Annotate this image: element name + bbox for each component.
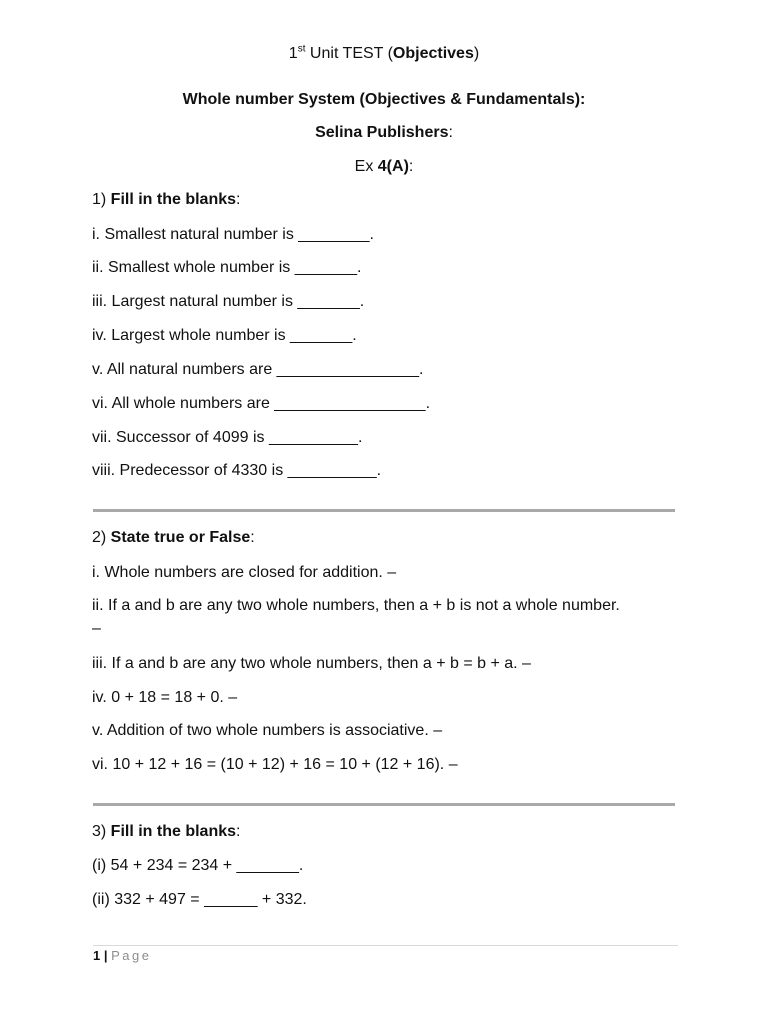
title-superscript: st [297,43,306,55]
section-divider [93,803,675,806]
section2-item: iv. 0 + 18 = 18 + 0. – [92,689,238,706]
section3-item: (i) 54 + 234 = 234 + _______. [92,857,304,874]
page-title: 1st Unit TEST (Objectives) [288,43,480,62]
section2-item: vi. 10 + 12 + 16 = (10 + 12) + 16 = 10 + (12 + 16). – [92,756,458,773]
section2-item: ii. If a and b are any two whole numbers, then a + b is not a whole number. [92,597,620,614]
section1-item: viii. Predecessor of 4330 is __________. [92,462,382,479]
section2-item-continuation: – [92,620,101,637]
section3-item: (ii) 332 + 497 = ______ + 332. [92,891,307,908]
section1-item: iv. Largest whole number is _______. [92,327,357,344]
section2-item: i. Whole numbers are closed for addition. – [92,564,397,581]
document-subtitle: Whole number System (Objectives & Fundamentals): [182,91,586,108]
exercise-label: Ex 4(A): [354,158,414,175]
section1-item: v. All natural numbers are ________________. [92,361,424,378]
footer-divider [93,945,678,946]
section1-item: vi. All whole numbers are _________________. [92,395,431,412]
page-footer: 1 | Page [93,948,152,963]
section1-heading: 1) Fill in the blanks: [92,191,241,208]
page-number: 1 [93,948,101,963]
section2-heading: 2) State true or False: [92,529,255,546]
publisher-line: Selina Publishers: [315,124,453,141]
section2-item: v. Addition of two whole numbers is associative. – [92,722,443,739]
section-divider [93,509,675,512]
section1-item: vii. Successor of 4099 is __________. [92,429,363,446]
section3-heading: 3) Fill in the blanks: [92,823,241,840]
page-word: Page [111,948,152,963]
section1-item: iii. Largest natural number is _______. [92,293,365,310]
section1-item: ii. Smallest whole number is _______. [92,259,362,276]
section2-item: iii. If a and b are any two whole numbers, then a + b = b + a. – [92,655,531,672]
section1-item: i. Smallest natural number is ________. [92,226,374,243]
